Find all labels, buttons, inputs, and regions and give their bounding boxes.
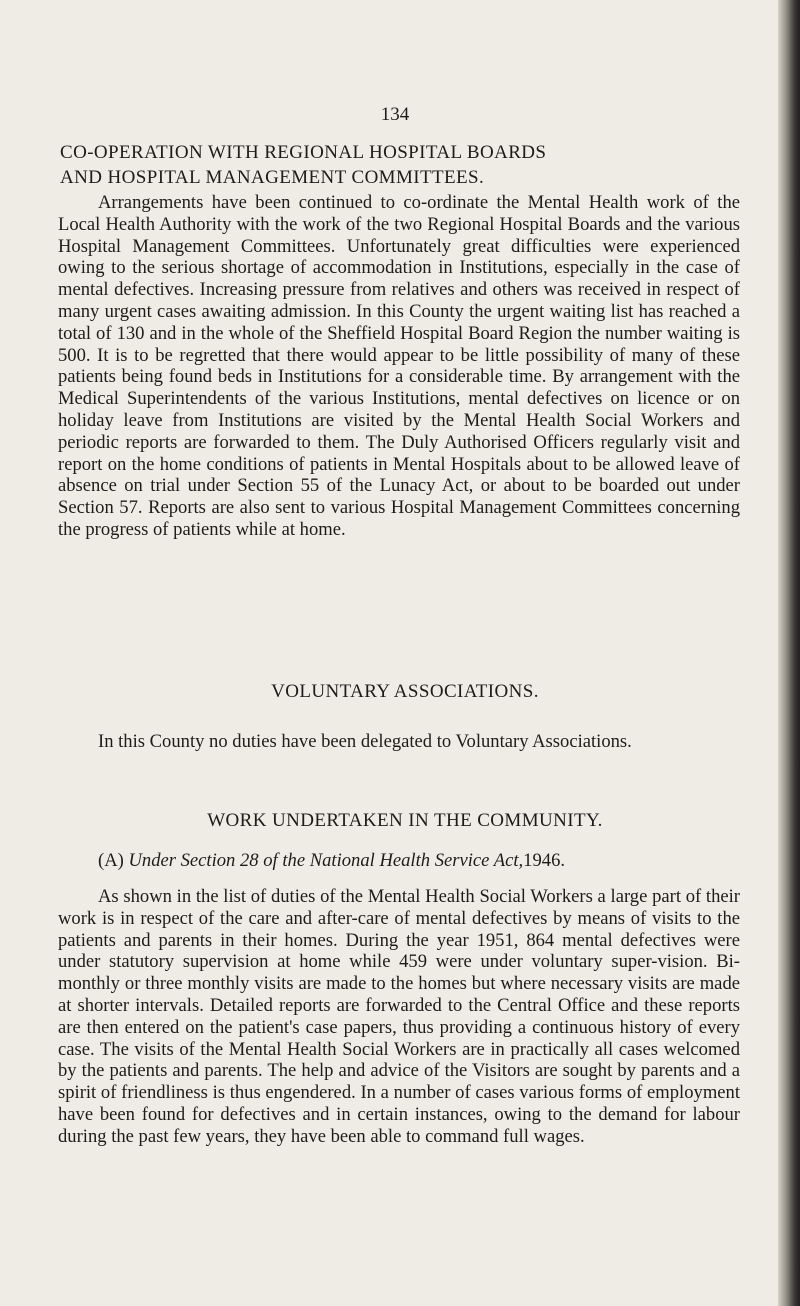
subheading-section-28 — [58, 850, 740, 872]
heading-line-1: CO-OPERATION WITH REGIONAL HOSPITAL BOARDS — [60, 142, 547, 163]
paragraph-community: As shown in the list of duties of the Mental Health Social Workers a large part of their work is in respect of the care and after-care of mental defectives by means of visits to the patients and parents in their homes. During the year 1951, 864 mental defectives were under statutory supervision at home while 459 were under voluntary super-vision. Bi-monthly or three monthly visits are made to the homes but where necessary visits are made at shorter intervals. Detailed reports are forwarded to the Central Office and these reports are then entered on the patient's case papers, thus providing a continuous history of every case. The visits of the Mental Health Social Workers are in practically all cases welcomed by the patients and parents. The help and advice of the Visitors are sought by parents and a spirit of friendliness is thus engendered. In a number of cases various forms of employment have been found for defectives and in certain instances, owing to the demand for labour during the past few years, they have been able to command full wages. — [58, 886, 740, 1147]
page-binding-edge — [778, 0, 800, 1306]
paragraph-voluntary: In this County no duties have been delegated to Voluntary Associations. — [98, 731, 632, 752]
subheading-label: (A) — [98, 850, 124, 871]
heading-line-2: AND HOSPITAL MANAGEMENT COMMITTEES. — [60, 167, 485, 188]
section-heading-community: WORK UNDERTAKEN IN THE COMMUNITY. — [207, 810, 603, 831]
subheading-text: Under Section 28 of the National Health Service Act, — [128, 850, 524, 871]
subheading-year: 1946. — [523, 850, 566, 871]
paragraph-cooperation: Arrangements have been continued to co-ordinate the Mental Health work of the Local Health Authority with the work of the two Regional Hospital Boards and the various Hospital Management Committees. Unfortunately great difficulties were experienced owing to the serious shortage of accommodation in Institutions, especially in the case of mental defectives. Increasing pressure from relatives and others was received in respect of many urgent cases awaiting admission. In this County the urgent waiting list has reached a total of 130 and in the whole of the Sheffield Hospital Board Region the number waiting is 500. It is to be regretted that there would appear to be little possibility of many of these patients being found beds in Institutions for a considerable time. By arrangement with the Medical Superintendents of the various Institutions, mental defectives on licence or on holiday leave from Institutions are visited by the Mental Health Social Workers and periodic reports are forwarded to them. The Duly Authorised Officers regularly visit and report on the home conditions of patients in Mental Hospitals about to be allowed leave of absence on trial under Section 55 of the Lunacy Act, or about to be boarded out under Section 57. Reports are also sent to various Hospital Management Committees concerning the progress of patients while at home. — [58, 192, 740, 540]
section-heading-cooperation — [60, 140, 750, 190]
page-number: 134 — [380, 104, 410, 125]
section-heading-voluntary: VOLUNTARY ASSOCIATIONS. — [271, 681, 539, 702]
